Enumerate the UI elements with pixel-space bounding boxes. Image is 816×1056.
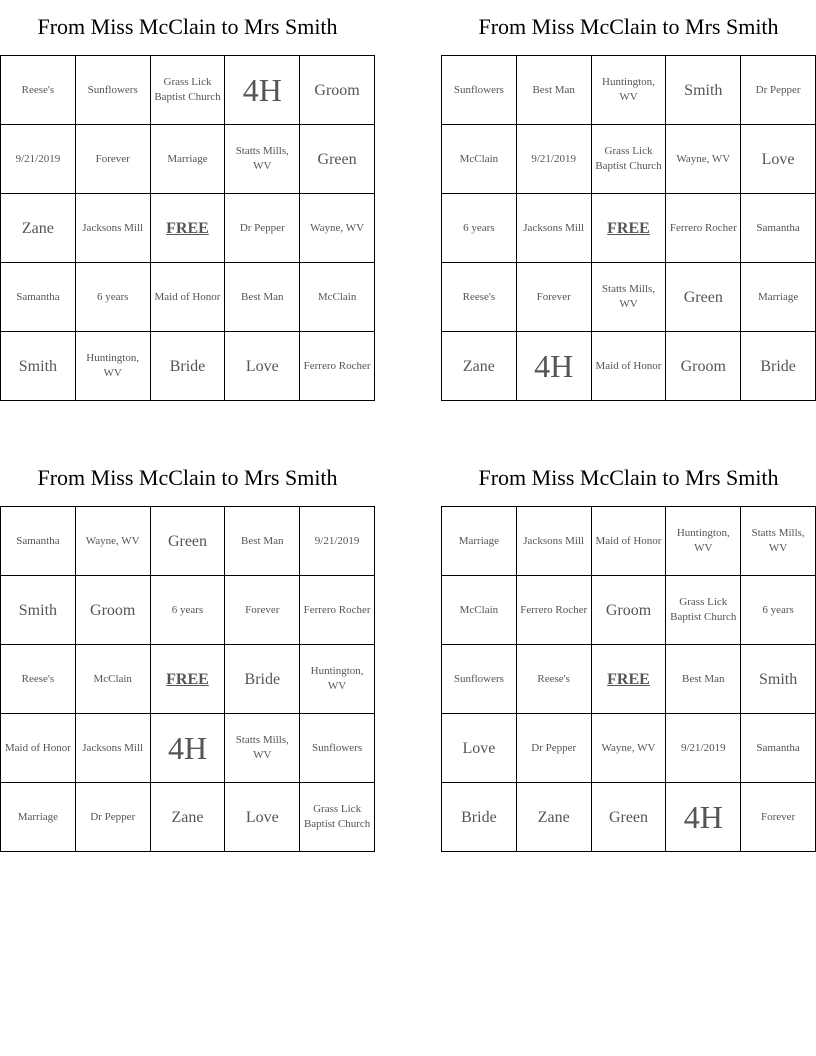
grid-row	[1, 263, 375, 332]
grid-row	[1, 645, 375, 714]
bingo-cell: 4H	[516, 332, 591, 401]
bingo-cell: 6 years	[741, 576, 816, 645]
bingo-cell: Samantha	[1, 263, 76, 332]
bingo-cell: Grass Lick Baptist Church	[666, 576, 741, 645]
bingo-cell: Grass Lick Baptist Church	[150, 56, 225, 125]
bingo-cell: Sunflowers	[300, 714, 375, 783]
bingo-cell: Sunflowers	[442, 645, 517, 714]
bingo-cell: Dr Pepper	[225, 194, 300, 263]
bingo-cell: Wayne, WV	[666, 125, 741, 194]
bingo-cell: Marriage	[741, 263, 816, 332]
bingo-cell: 9/21/2019	[1, 125, 76, 194]
bingo-grid	[441, 55, 816, 401]
bingo-cell: Forever	[225, 576, 300, 645]
grid-row	[1, 783, 375, 852]
bingo-cell: Reese's	[1, 645, 76, 714]
bingo-cell: Green	[150, 507, 225, 576]
bingo-cell: Zane	[1, 194, 76, 263]
bingo-cell: Bride	[442, 783, 517, 852]
bingo-cell: Jacksons Mill	[516, 507, 591, 576]
bingo-cell: Wayne, WV	[300, 194, 375, 263]
bingo-cell: Forever	[741, 783, 816, 852]
bingo-cell: Groom	[591, 576, 666, 645]
grid-row	[1, 56, 375, 125]
card-title: From Miss McClain to Mrs Smith	[37, 14, 338, 39]
bingo-cell: Ferrero Rocher	[300, 576, 375, 645]
bingo-cell: Love	[741, 125, 816, 194]
bingo-cell: 9/21/2019	[516, 125, 591, 194]
bingo-cell: Statts Mills, WV	[741, 507, 816, 576]
bingo-cell: McClain	[442, 125, 517, 194]
bingo-cell: Jacksons Mill	[75, 194, 150, 263]
grid-row	[442, 507, 816, 576]
bingo-cell: Forever	[516, 263, 591, 332]
grid-row	[1, 714, 375, 783]
bingo-cell: McClain	[75, 645, 150, 714]
bingo-cell: Reese's	[1, 56, 76, 125]
bingo-cell: Marriage	[442, 507, 517, 576]
free-space: FREE	[591, 645, 666, 714]
bingo-cell: Best Man	[225, 507, 300, 576]
grid-row	[442, 783, 816, 852]
bingo-cell: Statts Mills, WV	[591, 263, 666, 332]
bingo-cell: Jacksons Mill	[516, 194, 591, 263]
bingo-cell: Smith	[741, 645, 816, 714]
bingo-cell: Huntington, WV	[75, 332, 150, 401]
bingo-card-2	[441, 12, 816, 384]
bingo-cell: Groom	[300, 56, 375, 125]
bingo-cell: Ferrero Rocher	[516, 576, 591, 645]
bingo-cell: Zane	[150, 783, 225, 852]
bingo-cell: Bride	[225, 645, 300, 714]
bingo-cell: Huntington, WV	[300, 645, 375, 714]
grid-row	[1, 332, 375, 401]
bingo-cell: Smith	[1, 576, 76, 645]
bingo-cell: Groom	[666, 332, 741, 401]
bingo-grid	[0, 506, 375, 852]
grid-row	[442, 576, 816, 645]
card-title: From Miss McClain to Mrs Smith	[478, 14, 779, 39]
grid-row	[442, 56, 816, 125]
bingo-cell: 4H	[666, 783, 741, 852]
bingo-cell: McClain	[300, 263, 375, 332]
grid-row	[442, 332, 816, 401]
bingo-cell: Smith	[666, 56, 741, 125]
bingo-cell: Love	[442, 714, 517, 783]
bingo-cell: Statts Mills, WV	[225, 125, 300, 194]
bingo-cell: Love	[225, 783, 300, 852]
bingo-cell: Best Man	[225, 263, 300, 332]
grid-row	[1, 194, 375, 263]
bingo-cell: Sunflowers	[75, 56, 150, 125]
bingo-cell: 9/21/2019	[300, 507, 375, 576]
bingo-cell: Statts Mills, WV	[225, 714, 300, 783]
bingo-grid	[0, 55, 375, 401]
bingo-cell: Reese's	[516, 645, 591, 714]
bingo-cell: 6 years	[442, 194, 517, 263]
bingo-cell: Bride	[150, 332, 225, 401]
bingo-cell: Green	[591, 783, 666, 852]
bingo-cell: Grass Lick Baptist Church	[300, 783, 375, 852]
bingo-cell: Marriage	[150, 125, 225, 194]
bingo-cell: McClain	[442, 576, 517, 645]
bingo-cell: Maid of Honor	[591, 507, 666, 576]
grid-row	[1, 576, 375, 645]
bingo-cell: Bride	[741, 332, 816, 401]
bingo-cell: Reese's	[442, 263, 517, 332]
bingo-cell: Dr Pepper	[516, 714, 591, 783]
bingo-card-4	[441, 463, 816, 835]
free-space: FREE	[150, 645, 225, 714]
bingo-cell: Jacksons Mill	[75, 714, 150, 783]
grid-row	[442, 194, 816, 263]
card-title: From Miss McClain to Mrs Smith	[478, 465, 779, 490]
bingo-cell: Dr Pepper	[75, 783, 150, 852]
bingo-cell: Samantha	[741, 714, 816, 783]
bingo-cell: 9/21/2019	[666, 714, 741, 783]
free-space: FREE	[150, 194, 225, 263]
bingo-cell: Best Man	[516, 56, 591, 125]
card-title: From Miss McClain to Mrs Smith	[37, 465, 338, 490]
bingo-cell: Ferrero Rocher	[300, 332, 375, 401]
bingo-cell: 6 years	[150, 576, 225, 645]
bingo-cell: Zane	[516, 783, 591, 852]
bingo-cell: Maid of Honor	[591, 332, 666, 401]
bingo-cell: Maid of Honor	[150, 263, 225, 332]
bingo-cell: Love	[225, 332, 300, 401]
grid-row	[442, 714, 816, 783]
bingo-cell: Marriage	[1, 783, 76, 852]
bingo-cell: Groom	[75, 576, 150, 645]
bingo-cell: Best Man	[666, 645, 741, 714]
bingo-cell: Huntington, WV	[591, 56, 666, 125]
bingo-cell: Forever	[75, 125, 150, 194]
grid-row	[442, 125, 816, 194]
grid-row	[1, 507, 375, 576]
bingo-cell: Smith	[1, 332, 76, 401]
bingo-grid	[441, 506, 816, 852]
bingo-cell: Green	[666, 263, 741, 332]
bingo-cell: 4H	[150, 714, 225, 783]
grid-row	[1, 125, 375, 194]
bingo-cell: Green	[300, 125, 375, 194]
bingo-cell: Samantha	[741, 194, 816, 263]
bingo-cell: Ferrero Rocher	[666, 194, 741, 263]
bingo-cell: Sunflowers	[442, 56, 517, 125]
bingo-cell: Zane	[442, 332, 517, 401]
grid-row	[442, 645, 816, 714]
bingo-cell: 4H	[225, 56, 300, 125]
bingo-card-1	[0, 12, 375, 379]
bingo-cell: Samantha	[1, 507, 76, 576]
grid-row	[442, 263, 816, 332]
bingo-cell: Wayne, WV	[591, 714, 666, 783]
bingo-card-3	[0, 463, 375, 830]
bingo-cell: Maid of Honor	[1, 714, 76, 783]
bingo-cell: Wayne, WV	[75, 507, 150, 576]
free-space: FREE	[591, 194, 666, 263]
bingo-cell: 6 years	[75, 263, 150, 332]
bingo-cell: Dr Pepper	[741, 56, 816, 125]
bingo-cell: Grass Lick Baptist Church	[591, 125, 666, 194]
bingo-cell: Huntington, WV	[666, 507, 741, 576]
